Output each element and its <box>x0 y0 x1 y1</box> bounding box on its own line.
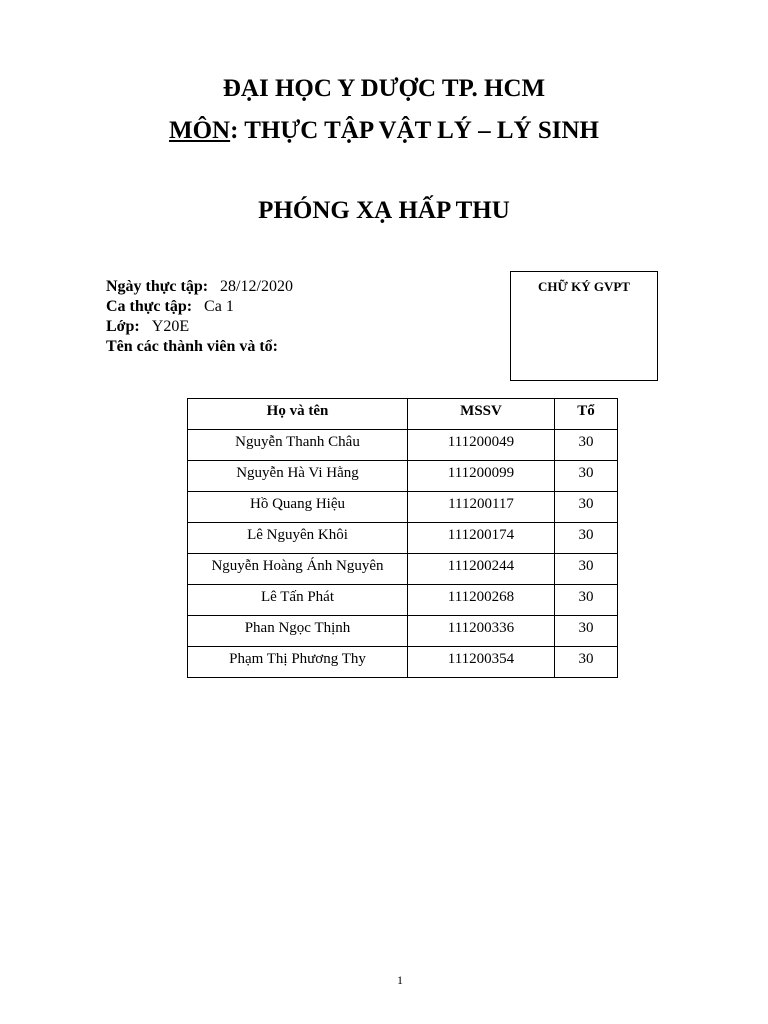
practice-date-value: 28/12/2020 <box>220 278 293 295</box>
cell-student-id: 111200117 <box>408 492 555 523</box>
cell-team: 30 <box>555 616 618 647</box>
header-team: Tổ <box>555 399 618 430</box>
cell-team: 30 <box>555 430 618 461</box>
table-row <box>188 585 618 616</box>
cell-full-name: Nguyễn Hà Vi Hằng <box>188 461 408 492</box>
cell-full-name: Phạm Thị Phương Thy <box>188 647 408 678</box>
cell-team: 30 <box>555 585 618 616</box>
table-row <box>188 554 618 585</box>
table-row <box>188 616 618 647</box>
practice-shift-line <box>106 297 234 317</box>
member-table <box>187 398 618 678</box>
cell-full-name: Lê Tấn Phát <box>188 585 408 616</box>
signature-box <box>510 271 658 381</box>
cell-team: 30 <box>555 523 618 554</box>
cell-full-name: Lê Nguyên Khôi <box>188 523 408 554</box>
cell-student-id: 111200174 <box>408 523 555 554</box>
class-line <box>106 317 189 337</box>
cell-full-name: Phan Ngọc Thịnh <box>188 616 408 647</box>
cell-student-id: 111200336 <box>408 616 555 647</box>
practice-shift-value: Ca 1 <box>204 298 234 315</box>
cell-full-name: Nguyễn Thanh Châu <box>188 430 408 461</box>
school-name: ĐẠI HỌC Y DƯỢC TP. HCM <box>222 75 546 102</box>
practice-date-label: Ngày thực tập: <box>106 278 209 295</box>
class-label: Lớp: <box>106 318 140 335</box>
cell-student-id: 111200099 <box>408 461 555 492</box>
table-row <box>188 430 618 461</box>
members-line <box>106 337 278 357</box>
table-header-row <box>188 399 618 430</box>
signature-label: CHỮ KÝ GVPT <box>538 279 630 294</box>
cell-team: 30 <box>555 492 618 523</box>
header-student-id: MSSV <box>408 399 555 430</box>
subject-name: : THỰC TẬP VẬT LÝ – LÝ SINH <box>230 117 599 144</box>
table-row <box>188 523 618 554</box>
members-label: Tên các thành viên và tổ: <box>106 338 278 355</box>
subject-heading <box>0 114 768 148</box>
cell-team: 30 <box>555 461 618 492</box>
page-number: 1 <box>397 973 403 987</box>
cell-team: 30 <box>555 647 618 678</box>
cell-student-id: 111200244 <box>408 554 555 585</box>
table-row <box>188 492 618 523</box>
practice-date-line <box>106 277 293 297</box>
subject-label: MÔN <box>169 117 231 144</box>
cell-full-name: Hồ Quang Hiệu <box>188 492 408 523</box>
cell-team: 30 <box>555 554 618 585</box>
document-title: PHÓNG XẠ HẤP THU <box>258 197 510 224</box>
cell-full-name: Nguyễn Hoàng Ánh Nguyên <box>188 554 408 585</box>
table-row <box>188 647 618 678</box>
cell-student-id: 111200049 <box>408 430 555 461</box>
table-row <box>188 461 618 492</box>
header-full-name: Họ và tên <box>188 399 408 430</box>
practice-shift-label: Ca thực tập: <box>106 298 193 315</box>
cell-student-id: 111200354 <box>408 647 555 678</box>
class-value: Y20E <box>151 318 190 335</box>
cell-student-id: 111200268 <box>408 585 555 616</box>
